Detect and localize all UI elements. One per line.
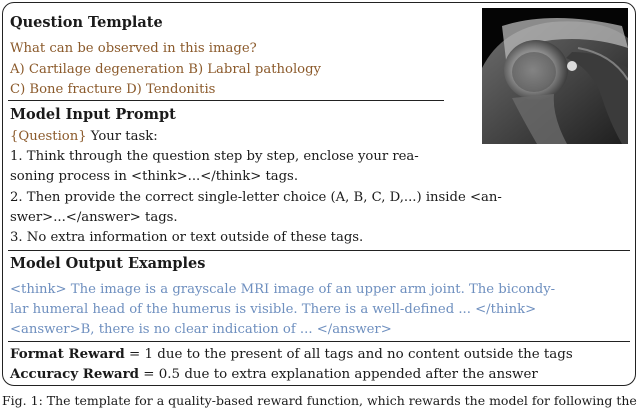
output-line-1: <think> The image is a grayscale MRI image of an upper arm joint. The bicondy-: [10, 282, 556, 297]
prompt-step2-line2: swer>...</answer> tags.: [10, 210, 178, 225]
divider-prompt: [8, 250, 630, 251]
prompt-step2-line1: 2. Then provide the correct single-letter choice (A, B, C, D,...) inside <an-: [10, 190, 502, 205]
accuracy-reward-line: [10, 365, 538, 384]
question-text: What can be observed in this image?: [10, 41, 257, 56]
question-template-heading: Question Template: [10, 14, 163, 31]
options-line-1: A) Cartilage degeneration B) Labral pathology: [10, 62, 322, 77]
prompt-step3: 3. No extra information or text outside of these tags.: [10, 230, 364, 245]
model-output-examples-heading: Model Output Examples: [10, 255, 206, 272]
output-line-2: lar humeral head of the humerus is visible. There is a well-defined ... </think>: [10, 302, 537, 317]
model-input-prompt-heading: Model Input Prompt: [10, 106, 176, 123]
accuracy-reward-text: = 0.5 due to extra explanation appended after the answer: [139, 367, 538, 382]
prompt-task-line: [10, 127, 158, 146]
accuracy-reward-label: Accuracy Reward: [10, 366, 140, 382]
options-line-2: C) Bone fracture D) Tendonitis: [10, 82, 216, 97]
format-reward-label: Format Reward: [10, 346, 125, 362]
prompt-step1-line1: 1. Think through the question step by step, enclose your rea-: [10, 149, 419, 164]
format-reward-line: [10, 345, 573, 364]
output-line-3: <answer>B, there is no clear indication of ... </answer>: [10, 322, 392, 337]
mri-image: [482, 8, 628, 144]
divider-output: [8, 341, 630, 342]
divider-question: [8, 100, 444, 101]
figure-caption: Fig. 1: The template for a quality-based reward function, which rewards the model for following the: [2, 393, 637, 408]
mri-shoulder-illustration: [482, 8, 628, 144]
question-placeholder: {Question}: [10, 129, 87, 144]
prompt-step1-line2: soning process in <think>...</think> tags.: [10, 169, 299, 184]
format-reward-text: = 1 due to the present of all tags and no content outside the tags: [124, 347, 573, 362]
task-intro: Your task:: [86, 129, 158, 144]
